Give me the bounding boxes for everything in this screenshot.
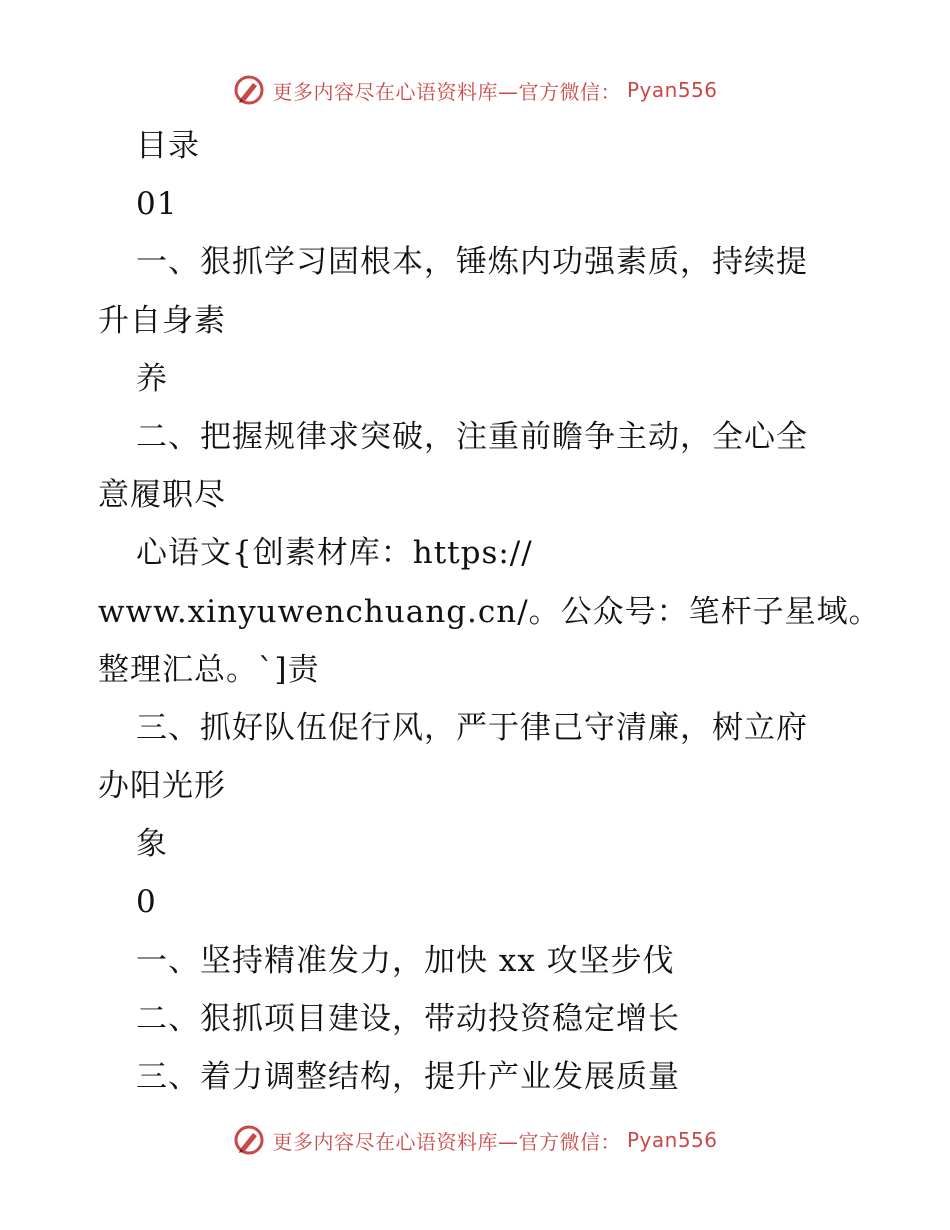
text-line: 升自身素 [98, 302, 226, 339]
text-line: 二、狠抓项目建设，带动投资稳定增长 [136, 1000, 680, 1037]
text-line: 一、坚持精准发力，加快 xx 攻坚步伐 [136, 942, 675, 979]
banner-text: 更多内容尽在心语资料库—官方微信： [272, 79, 621, 104]
document-body [98, 117, 881, 1106]
footer-watermark-banner [0, 1120, 950, 1160]
header-watermark-banner [0, 70, 950, 110]
section-number: 0 [136, 884, 157, 921]
section-number: 01 [136, 186, 178, 223]
text-line: 三、着力调整结构，提升产业发展质量 [136, 1059, 680, 1095]
text-line: 办阳光形 [98, 768, 226, 805]
banner-text: 更多内容尽在心语资料库—官方微信： [272, 1129, 621, 1154]
text-line: 养 [136, 360, 168, 397]
text-line: 整理汇总。`]责 [98, 651, 320, 688]
text-line: 象 [136, 826, 168, 863]
text-line: www.xinyuwenchuang.cn/。公众号：笔杆子星域。 [98, 593, 881, 630]
text-line: 二、把握规律求突破，注重前瞻争主动，全心全 [136, 418, 808, 455]
pen-logo-icon [232, 73, 266, 107]
text-line: 三、抓好队伍促行风，严于律己守清廉，树立府 [136, 709, 808, 746]
toc-heading: 目录 [136, 128, 200, 164]
wechat-id: Pyan556 [626, 78, 718, 102]
text-line: 一、狠抓学习固根本，锤炼内功强素质，持续提 [136, 244, 808, 281]
text-line: 心语文{创素材库：https:// [136, 535, 533, 572]
wechat-id: Pyan556 [626, 1128, 718, 1152]
pen-logo-icon [232, 1123, 266, 1157]
text-line: 意履职尽 [98, 477, 226, 514]
